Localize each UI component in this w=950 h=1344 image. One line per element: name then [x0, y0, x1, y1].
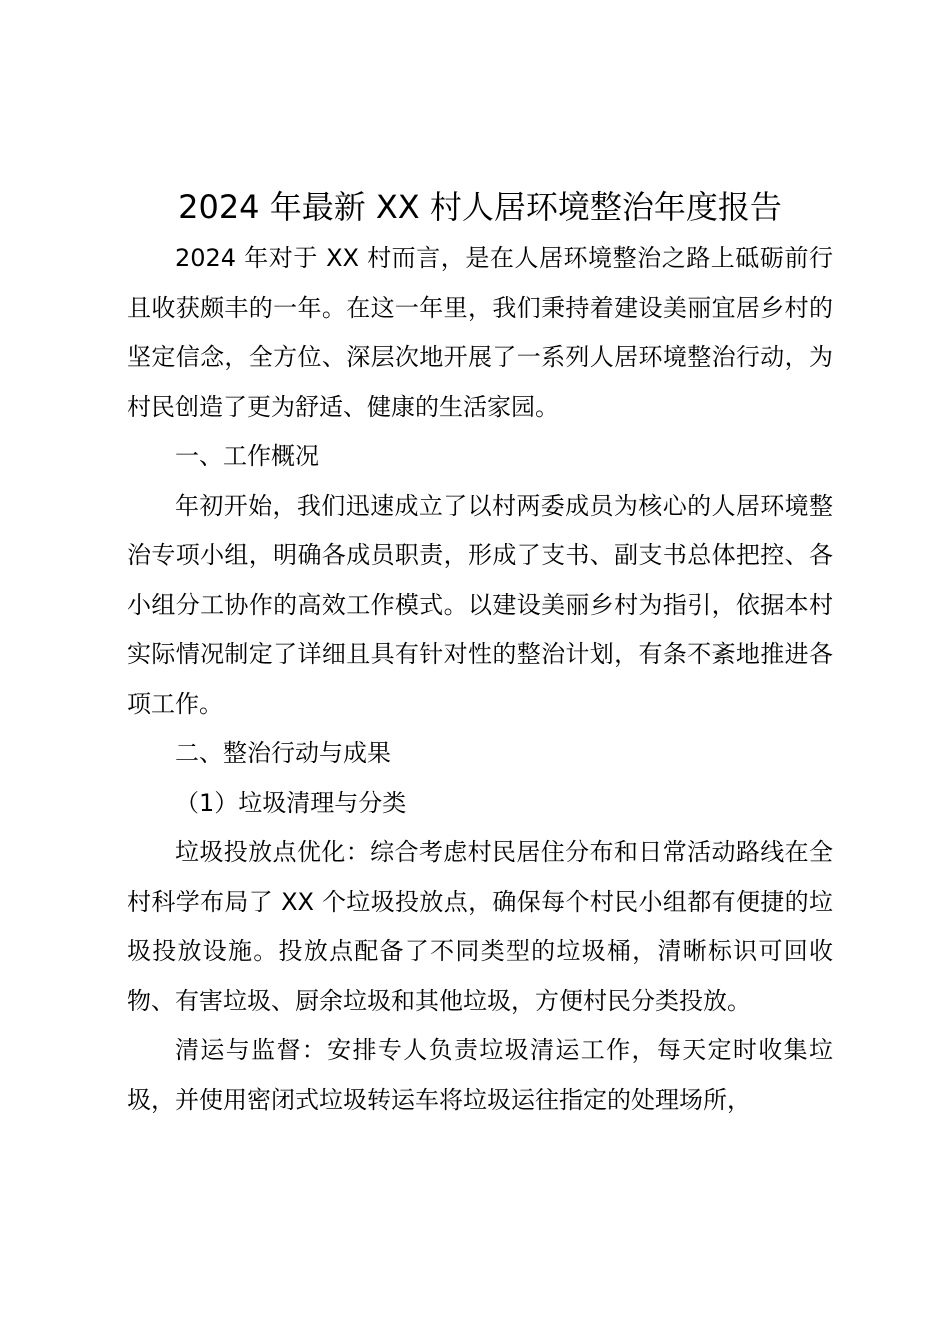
work-overview-paragraph: 年初开始，我们迅速成立了以村两委成员为核心的人居环境整治专项小组，明确各成员职责，形成了支书、副支书总体把控、各小组分工协作的高效工作模式。以建设美丽乡村为指引，依据本村实际情况制定了详细且具有针对性的整治计划，有条不紊地推进各项工作。 [127, 491, 833, 718]
section-heading-actions-results: 二、整治行动与成果 [175, 739, 391, 767]
document-title: 2024 年最新 XX 村人居环境整治年度报告 [178, 188, 782, 226]
garbage-points-paragraph: 垃圾投放点优化：综合考虑村民居住分布和日常活动路线在全村科学布局了 XX 个垃圾投放点，确保每个村民小组都有便捷的垃圾投放设施。投放点配备了不同类型的垃圾桶，清晰标识可回收物、有害垃圾、厨余垃圾和其他垃圾，方便村民分类投放。 [127, 838, 833, 1015]
intro-paragraph: 2024 年对于 XX 村而言，是在人居环境整治之路上砥砺前行且收获颇丰的一年。在这一年里，我们秉持着建设美丽宜居乡村的坚定信念，全方位、深层次地开展了一系列人居环境整治行动，为村民创造了更为舒适、健康的生活家园。 [127, 244, 833, 421]
document-body [127, 180, 833, 1125]
section-heading-work-overview: 一、工作概况 [175, 442, 319, 470]
collection-supervision-paragraph: 清运与监督：安排专人负责垃圾清运工作，每天定时收集垃圾，并使用密闭式垃圾转运车将垃圾运往指定的处理场所， [127, 1036, 833, 1114]
subsection-heading-garbage: （1）垃圾清理与分类 [175, 788, 407, 817]
